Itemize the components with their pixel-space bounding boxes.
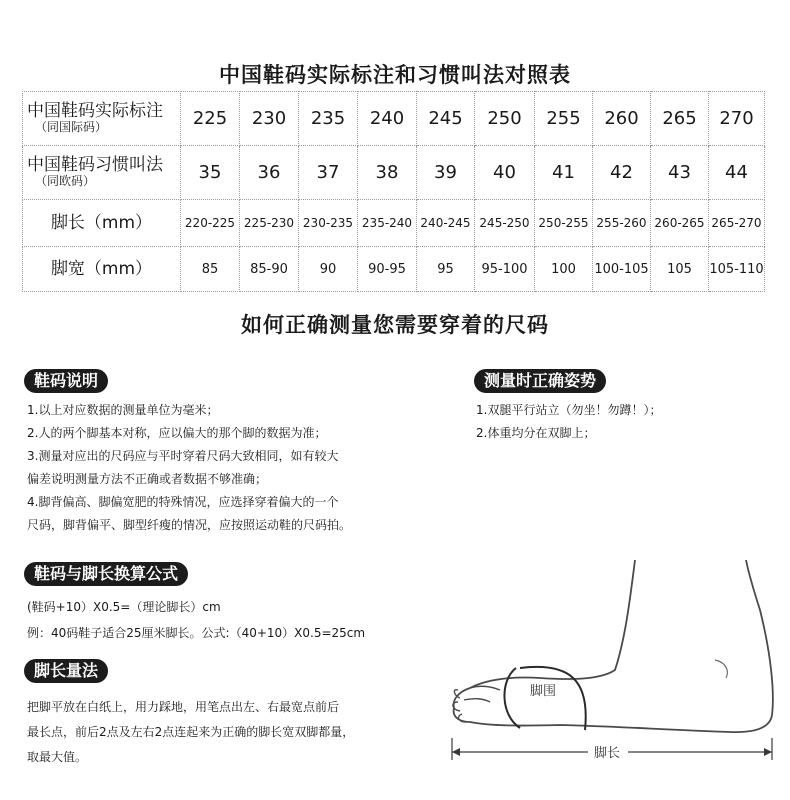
explanation-line: 2.人的两个脚基本对称，应以偏大的那个脚的数据为准； — [27, 426, 327, 440]
table-cell: 245 — [417, 92, 475, 146]
size-explanation-heading: 鞋码说明 — [24, 369, 108, 393]
formula-line: (鞋码+10）X0.5=（理论脚长）cm — [27, 600, 221, 614]
table-row — [23, 146, 765, 200]
table-cell: 40 — [475, 146, 535, 200]
size-explanation-text — [27, 399, 351, 537]
table-cell: 225-230 — [240, 200, 299, 247]
table-cell: 95-100 — [475, 247, 535, 292]
method-line: 把脚平放在白纸上，用力踩地，用笔点出左、右最宽点前后 — [27, 700, 340, 714]
table-cell: 85 — [181, 247, 240, 292]
formula-heading: 鞋码与脚长换算公式 — [24, 562, 188, 586]
row-header — [23, 247, 181, 292]
posture-heading: 测量时正确姿势 — [474, 369, 606, 393]
row-label: 脚长（mm） — [50, 213, 153, 233]
explanation-line: 尺码，脚背偏平、脚型纤瘦的情况，应按照运动鞋的尺码拍。 — [27, 518, 352, 532]
table-cell: 100-105 — [593, 247, 651, 292]
table-cell: 44 — [709, 146, 765, 200]
girth-label: 脚围 — [530, 684, 557, 699]
table-cell: 240-245 — [417, 200, 475, 247]
row-label: 脚宽（mm） — [50, 259, 153, 279]
explanation-line: 4.脚背偏高、脚偏宽肥的特殊情况，应选择穿着偏大的一个 — [27, 495, 339, 509]
posture-line: 1.双腿平行站立（勿坐！勿蹲！）； — [476, 403, 662, 417]
table-cell: 43 — [651, 146, 709, 200]
table-cell: 35 — [181, 146, 240, 200]
table-cell: 42 — [593, 146, 651, 200]
table-cell: 235-240 — [358, 200, 417, 247]
table-row — [23, 92, 765, 146]
posture-text — [476, 399, 661, 445]
table-cell: 230 — [240, 92, 299, 146]
table-cell: 235 — [299, 92, 358, 146]
table-cell: 255 — [535, 92, 593, 146]
formula-example-line: 例：40码鞋子适合25厘米脚长。公式:（40+10）X0.5=25cm — [27, 626, 366, 640]
row-label: 中国鞋码习惯叫法 — [27, 155, 163, 175]
toes-outline — [453, 686, 500, 722]
table-cell: 240 — [358, 92, 417, 146]
table-cell: 100 — [535, 247, 593, 292]
table-cell: 245-250 — [475, 200, 535, 247]
table-cell: 265-270 — [709, 200, 765, 247]
table-cell: 265 — [651, 92, 709, 146]
formula-text — [27, 594, 365, 646]
explanation-line: 1.以上对应数据的测量单位为毫米； — [27, 403, 219, 417]
measure-guide-title: 如何正确测量您需要穿着的尺码 — [241, 313, 549, 337]
table-cell: 38 — [358, 146, 417, 200]
row-note: （同欧码） — [35, 174, 96, 188]
size-chart-table — [22, 91, 765, 292]
table-cell: 260 — [593, 92, 651, 146]
table-cell: 250-255 — [535, 200, 593, 247]
row-label: 中国鞋码实际标注 — [27, 101, 163, 121]
row-note: （同国际码） — [35, 120, 108, 134]
explanation-line: 偏差说明测量方法不正确或者数据不够准确； — [27, 472, 268, 486]
row-header — [23, 200, 181, 247]
foot-outline — [454, 560, 773, 732]
table-cell: 37 — [299, 146, 358, 200]
table-row — [23, 200, 765, 247]
table-cell: 105-110 — [709, 247, 765, 292]
table-cell: 90-95 — [358, 247, 417, 292]
table-cell: 255-260 — [593, 200, 651, 247]
table-cell: 41 — [535, 146, 593, 200]
row-header — [23, 146, 181, 200]
table-cell: 270 — [709, 92, 765, 146]
foot-length-method-heading: 脚长量法 — [24, 659, 108, 683]
explanation-line: 3.测量对应出的尺码应与平时穿着尺码大致相同，如有较大 — [27, 449, 339, 463]
posture-line: 2.体重均分在双脚上； — [476, 426, 596, 440]
table-cell: 105 — [651, 247, 709, 292]
length-label: 脚长 — [594, 746, 621, 761]
table-cell: 85-90 — [240, 247, 299, 292]
table-cell: 220-225 — [181, 200, 240, 247]
table-cell: 250 — [475, 92, 535, 146]
table-cell: 95 — [417, 247, 475, 292]
main-title: 中国鞋码实际标注和习惯叫法对照表 — [219, 63, 571, 87]
table-cell: 230-235 — [299, 200, 358, 247]
method-line: 最长点，前后2点及左右2点连起来为正确的脚长宽双脚都量， — [27, 725, 355, 739]
table-cell: 36 — [240, 146, 299, 200]
method-line: 取最大值。 — [27, 750, 88, 764]
table-cell: 39 — [417, 146, 475, 200]
table-cell: 90 — [299, 247, 358, 292]
table-row — [23, 247, 765, 292]
row-header — [23, 92, 181, 146]
table-cell: 225 — [181, 92, 240, 146]
foot-length-method-text — [27, 695, 354, 770]
table-cell: 260-265 — [651, 200, 709, 247]
foot-measurement-illustration — [430, 540, 780, 790]
